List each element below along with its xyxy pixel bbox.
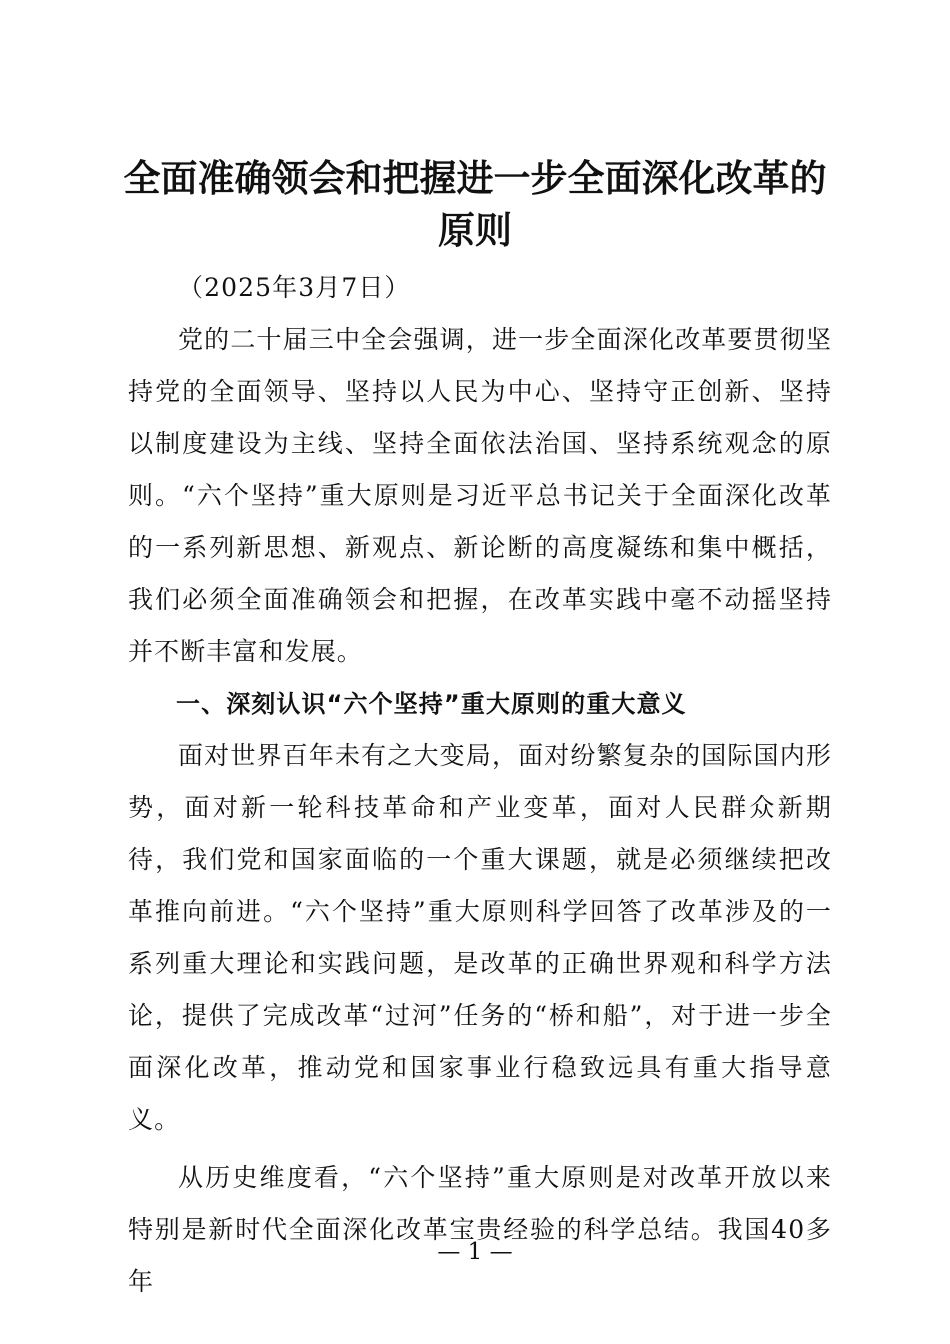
document-title: 全面准确领会和把握进一步全面深化改革的原则 [123,156,827,252]
document-body [128,262,832,1308]
document-date: （2025年3月7日） [178,273,411,302]
paragraph-history: 从历史维度看，“六个坚持”重大原则是对改革开放以来特别是新时代全面深化改革宝贵经验的科学总结。我国40多年 [128,1163,832,1296]
paragraph-intro: 党的二十届三中全会强调，进一步全面深化改革要贯彻坚持党的全面领导、坚持以人民为中心、坚持守正创新、坚持以制度建设为主线、坚持全面依法治国、坚持系统观念的原则。“六个坚持”重大原则是习近平总书记关于全面深化改革的一系列新思想、新观点、新论断的高度凝练和集中概括，我们必须全面准确领会和把握，在改革实践中毫不动摇坚持并不断丰富和发展。 [128,325,832,666]
page-number: — 1 — [437,1239,513,1265]
section-heading-1: 一、深刻认识“六个坚持”重大原则的重大意义 [176,690,687,718]
paragraph-significance: 面对世界百年未有之大变局，面对纷繁复杂的国际国内形势，面对新一轮科技革命和产业变革，面对人民群众新期待，我们党和国家面临的一个重大课题，就是必须继续把改革推向前进。“六个坚持”重大原则科学回答了改革涉及的一系列重大理论和实践问题，是改革的正确世界观和科学方法论，提供了完成改革“过河”任务的“桥和船”，对于进一步全面深化改革，推动党和国家事业行稳致远具有重大指导意义。 [128,741,832,1134]
